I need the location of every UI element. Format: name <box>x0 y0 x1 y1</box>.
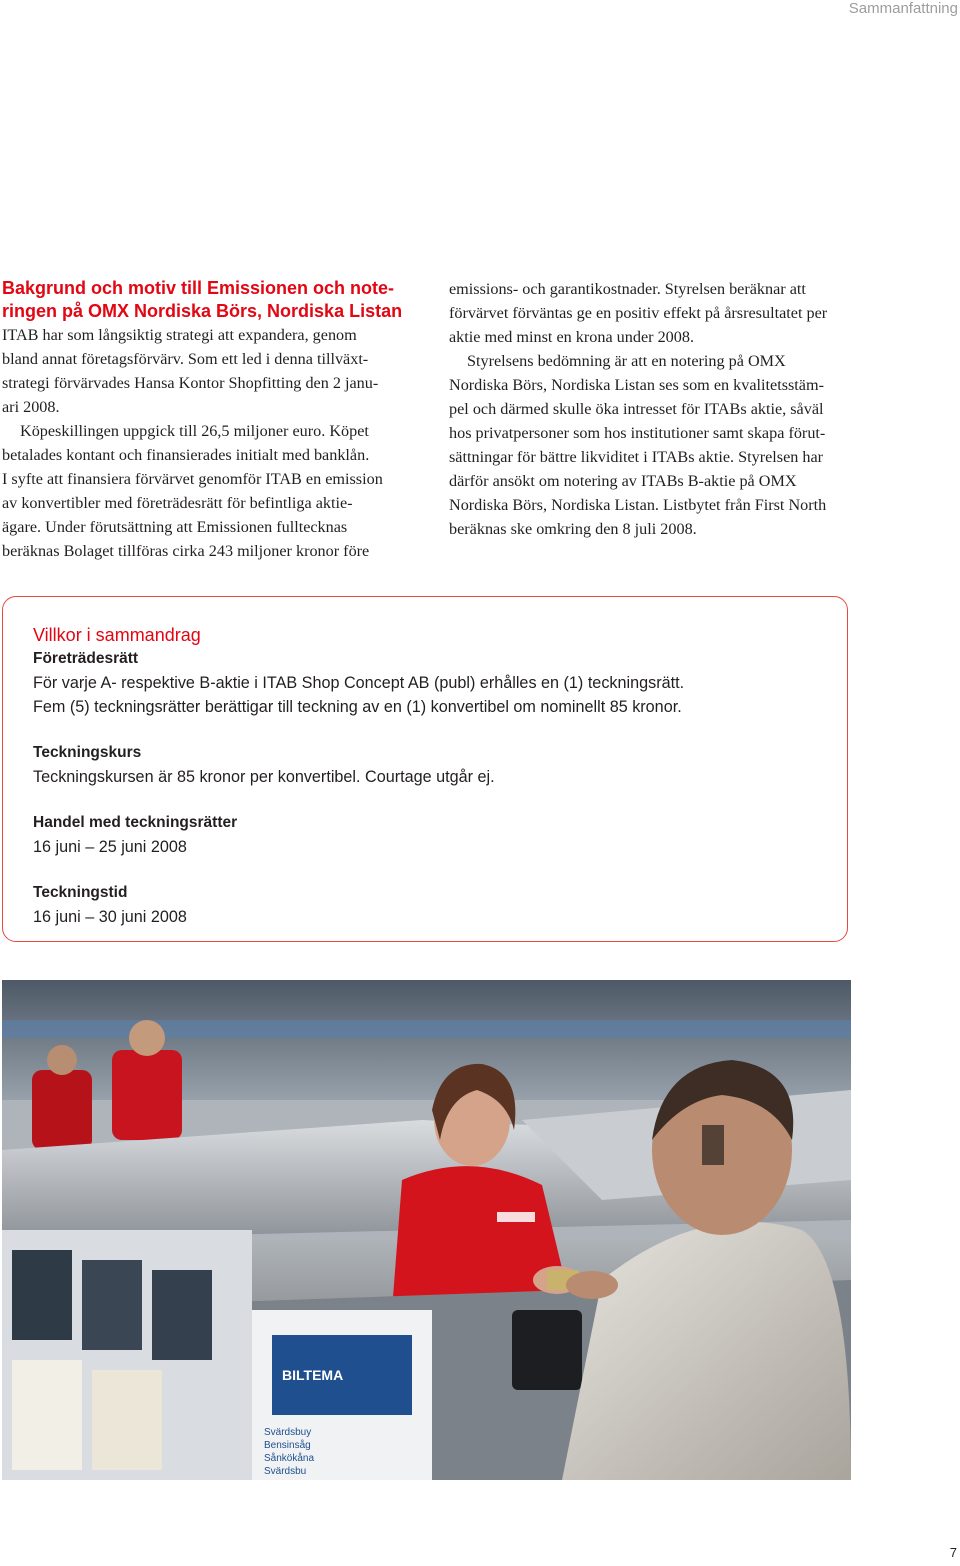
box-text: Svärdsbuy <box>264 1427 312 1438</box>
customer-shirt <box>562 1222 851 1480</box>
right-column <box>449 277 869 541</box>
paragraph-listing <box>449 349 869 541</box>
box-text: Svärdsbu <box>264 1466 307 1477</box>
background-staff-2-head <box>47 1045 77 1075</box>
term-text: 16 juni – 25 juni 2008 <box>33 838 187 856</box>
biltema-logo: BILTEMA <box>282 1367 344 1383</box>
term-text: Fem (5) teckningsrätter berättigar till teckning av en (1) konvertibel om nominellt 85 kronor. <box>33 698 682 716</box>
section-heading <box>2 277 412 323</box>
card-terminal <box>512 1310 582 1390</box>
text-line: förvärvet förväntas ge en positiv effekt på årsresultatet per <box>449 304 828 322</box>
term-text: Teckningskursen är 85 kronor per konvertibel. Courtage utgår ej. <box>33 768 495 786</box>
term-preferential-rights <box>33 647 847 719</box>
terms-title: Villkor i sammandrag <box>33 625 201 645</box>
text-line: Styrelsens bedömning är att en notering på OMX <box>467 352 786 370</box>
text-line: betalades kontant och finansierades initialt med banklån. <box>2 446 370 464</box>
term-rights-trading <box>33 811 847 859</box>
store-checkout-photo <box>2 980 851 1480</box>
page-number: 7 <box>949 1545 957 1560</box>
product-package <box>152 1270 212 1360</box>
left-column <box>2 277 412 563</box>
terms-summary-box <box>2 596 848 942</box>
text-line: beräknas ske omkring den 8 juli 2008. <box>449 520 697 538</box>
photo-illustration <box>2 980 851 1480</box>
term-label: Teckningskurs <box>33 744 142 761</box>
text-line: emissions- och garantikostnader. Styrelsen beräknar att <box>449 280 806 298</box>
text-line: hos privatpersoner som hos institutioner samt skapa förut- <box>449 424 826 442</box>
text-line: beräknas Bolaget tillföras cirka 243 miljoner kronor före <box>2 542 370 560</box>
paragraph-purchase-price <box>2 419 412 563</box>
term-text: För varje A- respektive B-aktie i ITAB Shop Concept AB (publ) erhålles en (1) teckningsrätt. <box>33 674 685 692</box>
running-head: Sammanfattning <box>848 0 958 17</box>
text-line: sättningar för bättre likviditet i ITABs aktie. Styrelsen har <box>449 448 824 466</box>
section-heading-line-2: ringen på OMX Nordiska Börs, Nordiska Listan <box>2 301 403 321</box>
text-line: ägare. Under förutsättning att Emissionen fulltecknas <box>2 518 348 536</box>
term-text: 16 juni – 30 juni 2008 <box>33 908 187 926</box>
customer-glasses <box>702 1125 724 1165</box>
text-line: av konvertibler med företrädesrätt för befintliga aktie- <box>2 494 353 512</box>
product-package <box>12 1250 72 1340</box>
name-badge <box>497 1212 535 1222</box>
paragraph-costs <box>449 277 869 349</box>
text-line: därför ansökt om notering av ITABs B-aktie på OMX <box>449 472 797 490</box>
text-line: Köpeskillingen uppgick till 26,5 miljoner euro. Köpet <box>20 422 369 440</box>
box-text: Bensinsåg <box>264 1440 311 1451</box>
text-line: bland annat företagsförvärv. Som ett led i denna tillväxt- <box>2 350 369 368</box>
background-staff-1-head <box>129 1020 165 1056</box>
term-subscription-price <box>33 741 847 789</box>
term-label: Teckningstid <box>33 884 128 901</box>
background-staff-2 <box>32 1070 92 1150</box>
text-line: aktie med minst en krona under 2008. <box>449 328 695 346</box>
product-package <box>12 1360 82 1470</box>
product-package <box>82 1260 142 1350</box>
text-line: ITAB har som långsiktig strategi att expandera, genom <box>2 326 357 344</box>
term-label: Handel med teckningsrätter <box>33 814 238 831</box>
term-subscription-period <box>33 881 847 929</box>
paragraph-acquisition-strategy <box>2 323 412 419</box>
term-label: Företrädesrätt <box>33 650 139 667</box>
text-line: Nordiska Börs, Nordiska Listan. Listbytet från First North <box>449 496 827 514</box>
customer-hand <box>566 1271 618 1299</box>
box-text: Sånkökåna <box>264 1453 315 1464</box>
text-line: ari 2008. <box>2 398 60 416</box>
text-line: I syfte att finansiera förvärvet genomför ITAB en emission <box>2 470 383 488</box>
background-staff-1 <box>112 1050 182 1140</box>
text-line: Nordiska Börs, Nordiska Listan ses som en kvalitetsstäm- <box>449 376 824 394</box>
text-line: strategi förvärvades Hansa Kontor Shopfitting den 2 janu- <box>2 374 379 392</box>
product-package <box>92 1370 162 1470</box>
text-line: pel och därmed skulle öka intresset för ITABs aktie, såväl <box>449 400 824 418</box>
section-heading-line-1: Bakgrund och motiv till Emissionen och note- <box>2 278 395 298</box>
